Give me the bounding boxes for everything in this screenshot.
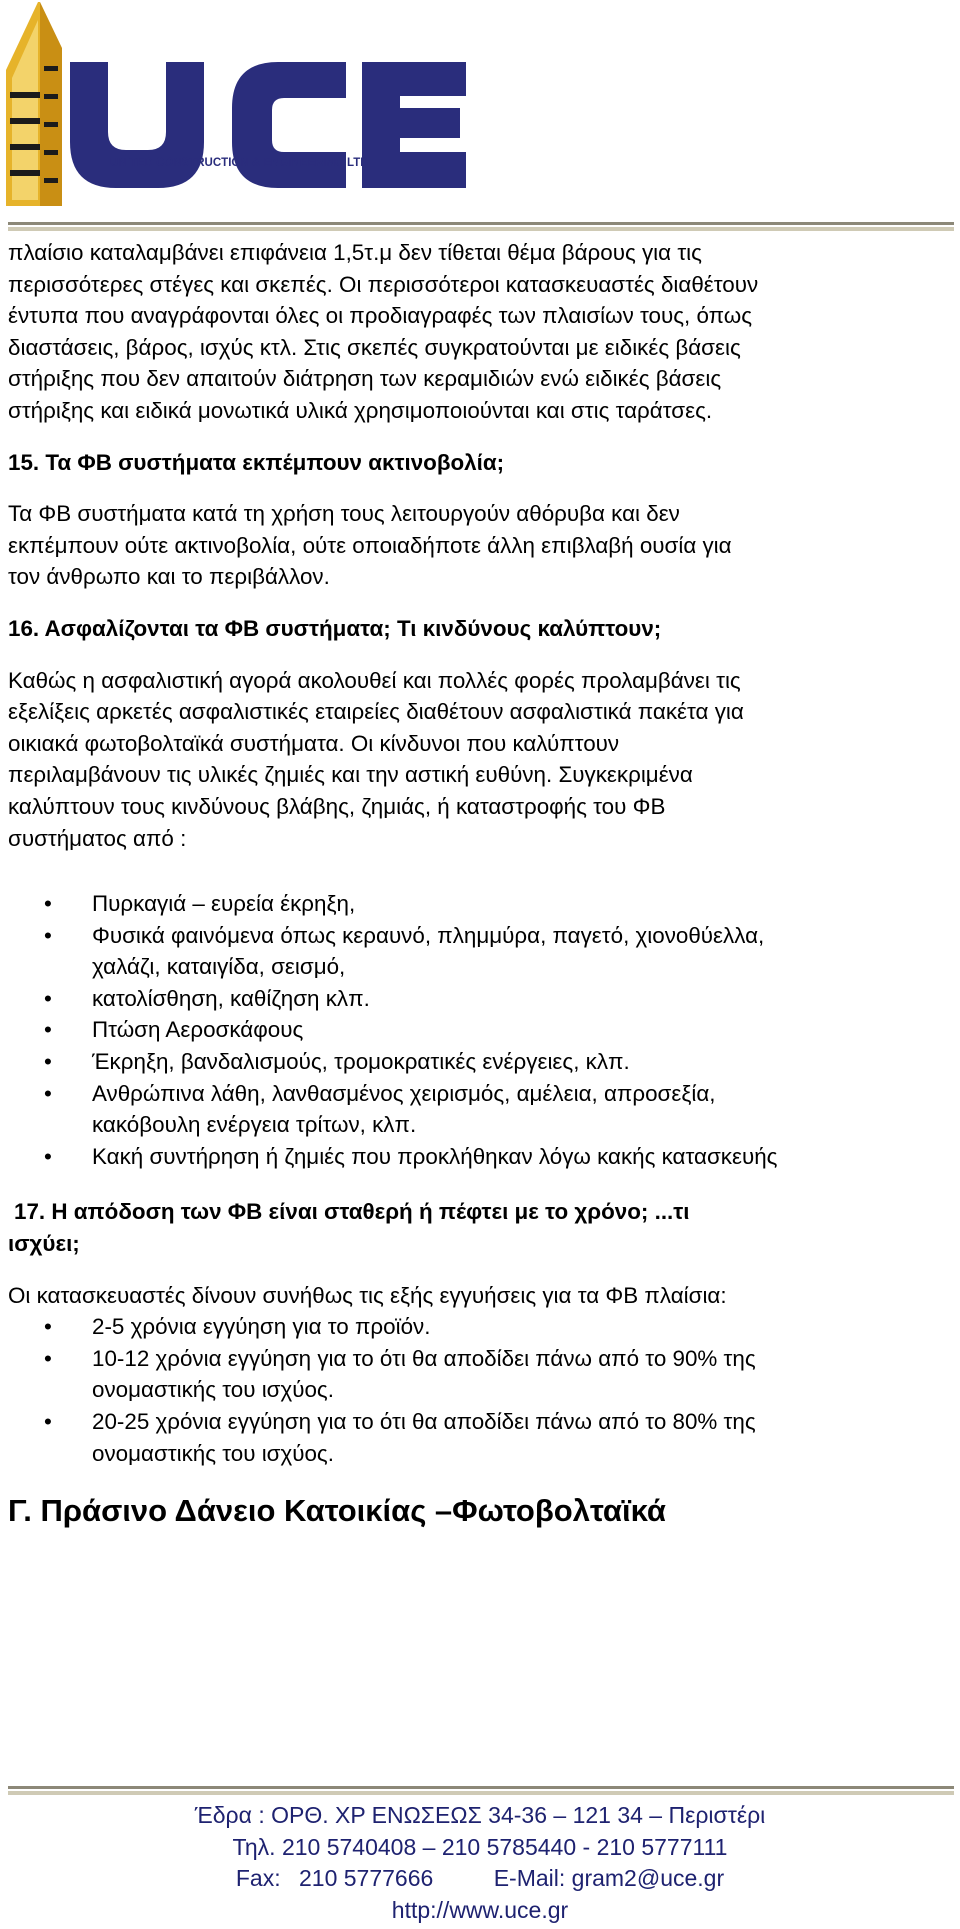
text-line: πλαίσιο καταλαμβάνει επιφάνεια 1,5τ.μ δεν τίθεται θέμα βάρους για τις xyxy=(8,240,702,265)
question-17-heading: 17. Η απόδοση των ΦΒ είναι σταθερή ή πέφτει με το χρόνο; ...τι ισχύει; xyxy=(8,1199,690,1257)
bullet-icon: • xyxy=(44,1345,52,1371)
building-emblem-icon xyxy=(6,2,62,206)
list-item: • 20-25 χρόνια εγγύηση για το ότι θα αποδίδει πάνω από το 80% της ονομαστικής του ισχύος. xyxy=(8,1406,956,1469)
text-line: συστήματος από : xyxy=(8,825,187,851)
list-item: • 2-5 χρόνια εγγύηση για το προϊόν. xyxy=(8,1311,956,1343)
text-line: περιλαμβάνουν τις υλικές ζημιές και την αστική ευθύνη. Συγκεκριμένα xyxy=(8,762,693,788)
list-item: • Έκρηξη, βανδαλισμούς, τρομοκρατικές ενέργειες, κλπ. xyxy=(8,1046,956,1078)
list-item: • 10-12 χρόνια εγγύηση για το ότι θα αποδίδει πάνω από το 90% της ονομαστικής του ισχύος. xyxy=(8,1343,956,1406)
bullet-icon: • xyxy=(44,1143,52,1169)
list-item: • κατολίσθηση, καθίζηση κλπ. xyxy=(8,983,956,1015)
footer-address: Έδρα : ΟΡΘ. ΧΡ ΕΝΩΣΕΩΣ 34-36 – 121 34 – Περιστέρι xyxy=(194,1802,766,1828)
fax-number: 210 5777666 xyxy=(299,1865,434,1891)
header-divider xyxy=(8,222,954,231)
bullet-icon: • xyxy=(44,1017,52,1043)
list-item: • Πυρκαγιά – ευρεία έκρηξη, xyxy=(8,888,956,920)
text-line: έντυπα που αναγράφονται όλες οι προδιαγραφές των πλαισίων τους, όπως xyxy=(8,303,753,329)
footer-contact xyxy=(0,1863,960,1895)
text-line: διαστάσεις, βάρος, ισχύς κτλ. Στις σκεπές συγκρατούνται με ειδικές βάσεις xyxy=(8,334,741,360)
bullet-icon: • xyxy=(44,1409,52,1434)
text-line: στήριξης που δεν απαιτούν διάτρηση των κεραμιδιών ενώ ειδικές βάσεις xyxy=(8,366,722,392)
text-line: εξελίξεις αρκετές ασφαλιστικές εταιρείες διαθέτουν ασφαλιστικά πακέτα για xyxy=(8,699,744,725)
email-label: E-Mail: xyxy=(493,1865,566,1891)
list-item: • Φυσικά φαινόμενα όπως κεραυνό, πλημμύρα, παγετό, χιονοθύελλα, χαλάζι, καταιγίδα, σεισμό, xyxy=(8,920,956,983)
risk-list xyxy=(8,888,956,1172)
company-name: UNITED CONSTRUCTION & ENGINEERING LTD xyxy=(110,157,369,169)
list-item: • Ανθρώπινα λάθη, λανθασμένος χειρισμός, αμέλεια, απροσεξία, κακόβουλη ενέργεια τρίτων, κλπ. xyxy=(8,1078,956,1141)
text-line: τον άνθρωπο και το περιβάλλον. xyxy=(8,564,330,590)
text-line: εκπέμπουν ούτε ακτινοβολία, ούτε οποιαδήποτε άλλη επιβλαβή ουσία για xyxy=(8,532,732,558)
section-title: Γ. Πράσινο Δάνειο Κατοικίας –Φωτοβολταϊκά xyxy=(8,1493,666,1529)
logo-letters xyxy=(70,62,466,188)
text-line: οικιακά φωτοβολταϊκά συστήματα. Οι κίνδυνοι που καλύπτουν xyxy=(8,730,620,756)
question-15-answer xyxy=(8,498,956,593)
bullet-icon: • xyxy=(44,1080,52,1106)
bullet-icon: • xyxy=(44,891,52,917)
document-body xyxy=(8,237,956,1531)
text-line: στήριξης και ειδικά μονωτικά υλικά χρησιμοποιούνται και στις ταράτσες. xyxy=(8,397,713,423)
question-17-intro: Οι κατασκευαστές δίνουν συνήθως τις εξής εγγυήσεις για τα ΦΒ πλαίσια: xyxy=(8,1282,727,1308)
text-line: Τα ΦΒ συστήματα κατά τη χρήση τους λειτουργούν αθόρυβα και δεν xyxy=(8,501,680,527)
warranty-list xyxy=(8,1311,956,1469)
intro-paragraph xyxy=(8,237,956,427)
footer-divider xyxy=(8,1786,954,1795)
list-item: • Κακή συντήρηση ή ζημιές που προκλήθηκαν λόγω κακής κατασκευής xyxy=(8,1141,956,1173)
text-line: περισσότερες στέγες και σκεπές. Οι περισσότεροι κατασκευαστές διαθέτουν xyxy=(8,271,759,297)
question-16-heading: 16. Ασφαλίζονται τα ΦΒ συστήματα; Τι κινδύνους καλύπτουν; xyxy=(8,615,662,641)
footer-phones: Τηλ. 210 5740408 – 210 5785440 - 210 5777111 xyxy=(232,1833,728,1860)
text-line: καλύπτουν τους κινδύνους βλάβης, ζημιάς, ή καταστροφής του ΦΒ xyxy=(8,793,666,819)
bullet-icon: • xyxy=(44,922,52,948)
website-link[interactable]: http://www.uce.gr xyxy=(391,1896,569,1923)
footer xyxy=(0,1800,960,1926)
question-15-heading: 15. Τα ΦΒ συστήματα εκπέμπουν ακτινοβολία; xyxy=(8,449,505,475)
bullet-icon: • xyxy=(44,1049,52,1075)
bullet-icon: • xyxy=(44,1314,52,1340)
question-16-answer xyxy=(8,665,956,855)
fax-label: Fax: xyxy=(235,1865,281,1891)
email-link[interactable]: gram2@uce.gr xyxy=(571,1865,725,1891)
company-logo xyxy=(0,0,480,220)
list-item: • Πτώση Αεροσκάφους xyxy=(8,1014,956,1046)
text-line: Καθώς η ασφαλιστική αγορά ακολουθεί και πολλές φορές προλαμβάνει τις xyxy=(8,667,741,693)
bullet-icon: • xyxy=(44,985,52,1011)
